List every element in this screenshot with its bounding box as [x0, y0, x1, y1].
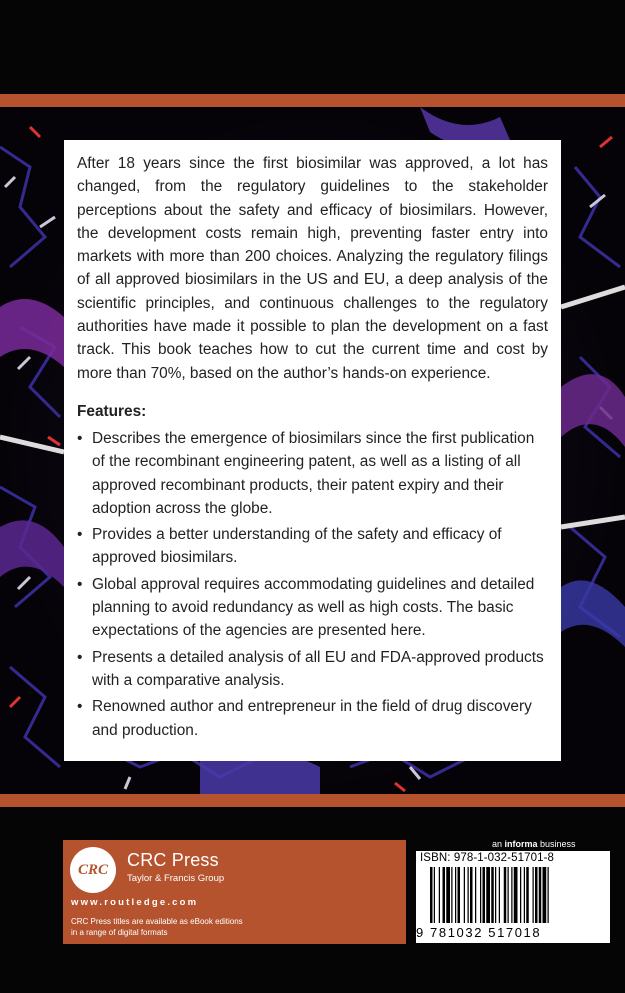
- barcode-bar: [439, 867, 440, 923]
- description-panel: [64, 140, 561, 761]
- feature-item: [77, 695, 548, 742]
- publisher-group: Taylor & Francis Group: [127, 873, 225, 884]
- bullet-glyph: •: [77, 698, 83, 716]
- feature-item: [77, 573, 548, 643]
- informa-suffix: business: [537, 839, 576, 849]
- barcode-bar: [475, 867, 476, 923]
- isbn-text: ISBN: 978-1-032-51701-8: [420, 852, 554, 864]
- barcode-bar: [464, 867, 465, 923]
- ebook-note: [71, 917, 243, 938]
- barcode-bar: [508, 867, 509, 923]
- ebook-note-line: CRC Press titles are available as eBook editions: [71, 917, 243, 926]
- feature-text: Global approval requires accommodating guidelines and detailed planning to avoid redundancy as well as high costs. The basic expectations of the agencies are presented here.: [92, 575, 535, 640]
- publisher-url: www.routledge.com: [71, 897, 199, 908]
- barcode-bar: [491, 867, 494, 923]
- isbn-barcode: [416, 851, 610, 943]
- feature-item: [77, 523, 548, 570]
- barcode-bar: [483, 867, 486, 923]
- bullet-glyph: •: [77, 648, 83, 666]
- bullet-glyph: •: [77, 526, 83, 544]
- bullet-glyph: •: [77, 575, 83, 593]
- barcode-bar: [430, 867, 433, 923]
- bullet-glyph: •: [77, 429, 83, 447]
- bottom-accent-stripe: [0, 794, 625, 807]
- barcode-bar: [455, 867, 456, 923]
- barcode-bar: [499, 867, 500, 923]
- barcode-bar: [514, 867, 518, 923]
- features-heading: Features:: [77, 402, 147, 420]
- feature-text: Presents a detailed analysis of all EU and FDA-approved products with a comparative analysis.: [92, 648, 544, 689]
- publisher-name: CRC Press: [127, 850, 219, 870]
- feature-text: Describes the emergence of biosimilars since the first publication of the recombinant engineering patent, as well as a listing of all approved recombinant products, their patent expiry and their adoption across the globe.: [92, 429, 535, 517]
- publisher-block: [63, 840, 406, 944]
- barcode-bars: [416, 867, 610, 925]
- crc-logo-icon: CRC: [70, 847, 116, 893]
- barcode-bar: [543, 867, 547, 923]
- barcode-bar: [486, 867, 490, 923]
- barcode-bar: [539, 867, 542, 923]
- informa-tagline: [492, 839, 576, 849]
- barcode-bar: [533, 867, 534, 923]
- top-accent-stripe: [0, 94, 625, 107]
- book-description: After 18 years since the first biosimilar was approved, a lot has changed, from the regulatory guidelines to the stakeholder perceptions about the safety and efficacy of biosimilars. However, the development costs remain high, preventing faster entry into markets with more than 200 choices. Analyzing the regulatory filings of all approved biosimilars in the US and EU, a deep analysis of the scientific principles, and continuous challenges to the regulatory authorities have made it possible to plan the development on a fast track. This book teaches how to cut the current time and cost by more than 70%, based on the author’s hands-on experience.: [77, 155, 548, 382]
- barcode-bar: [443, 867, 446, 923]
- barcode-bar: [468, 867, 469, 923]
- feature-text: Provides a better understanding of the safety and efficacy of approved biosimilars.: [92, 526, 502, 567]
- ebook-note-line: in a range of digital formats: [71, 927, 168, 937]
- feature-item: [77, 427, 548, 520]
- cover-top-band: [0, 0, 625, 94]
- barcode-bar: [470, 867, 473, 923]
- barcode-digits: 9 781032 517018: [416, 925, 542, 940]
- barcode-bar: [504, 867, 507, 923]
- barcode-bar: [548, 867, 549, 923]
- barcode-bar: [446, 867, 450, 923]
- barcode-bar: [524, 867, 525, 923]
- barcode-bar: [458, 867, 461, 923]
- informa-brand: informa: [504, 839, 538, 849]
- barcode-bar: [511, 867, 512, 923]
- barcode-bar: [451, 867, 452, 923]
- feature-item: [77, 646, 548, 693]
- feature-text: Renowned author and entrepreneur in the field of drug discovery and production.: [92, 698, 532, 739]
- barcode-bar: [434, 867, 435, 923]
- barcode-bar: [526, 867, 529, 923]
- informa-prefix: an: [492, 839, 505, 849]
- barcode-bar: [535, 867, 538, 923]
- barcode-bar: [495, 867, 496, 923]
- barcode-bar: [520, 867, 521, 923]
- features-list: [77, 427, 548, 742]
- barcode-bar: [480, 867, 481, 923]
